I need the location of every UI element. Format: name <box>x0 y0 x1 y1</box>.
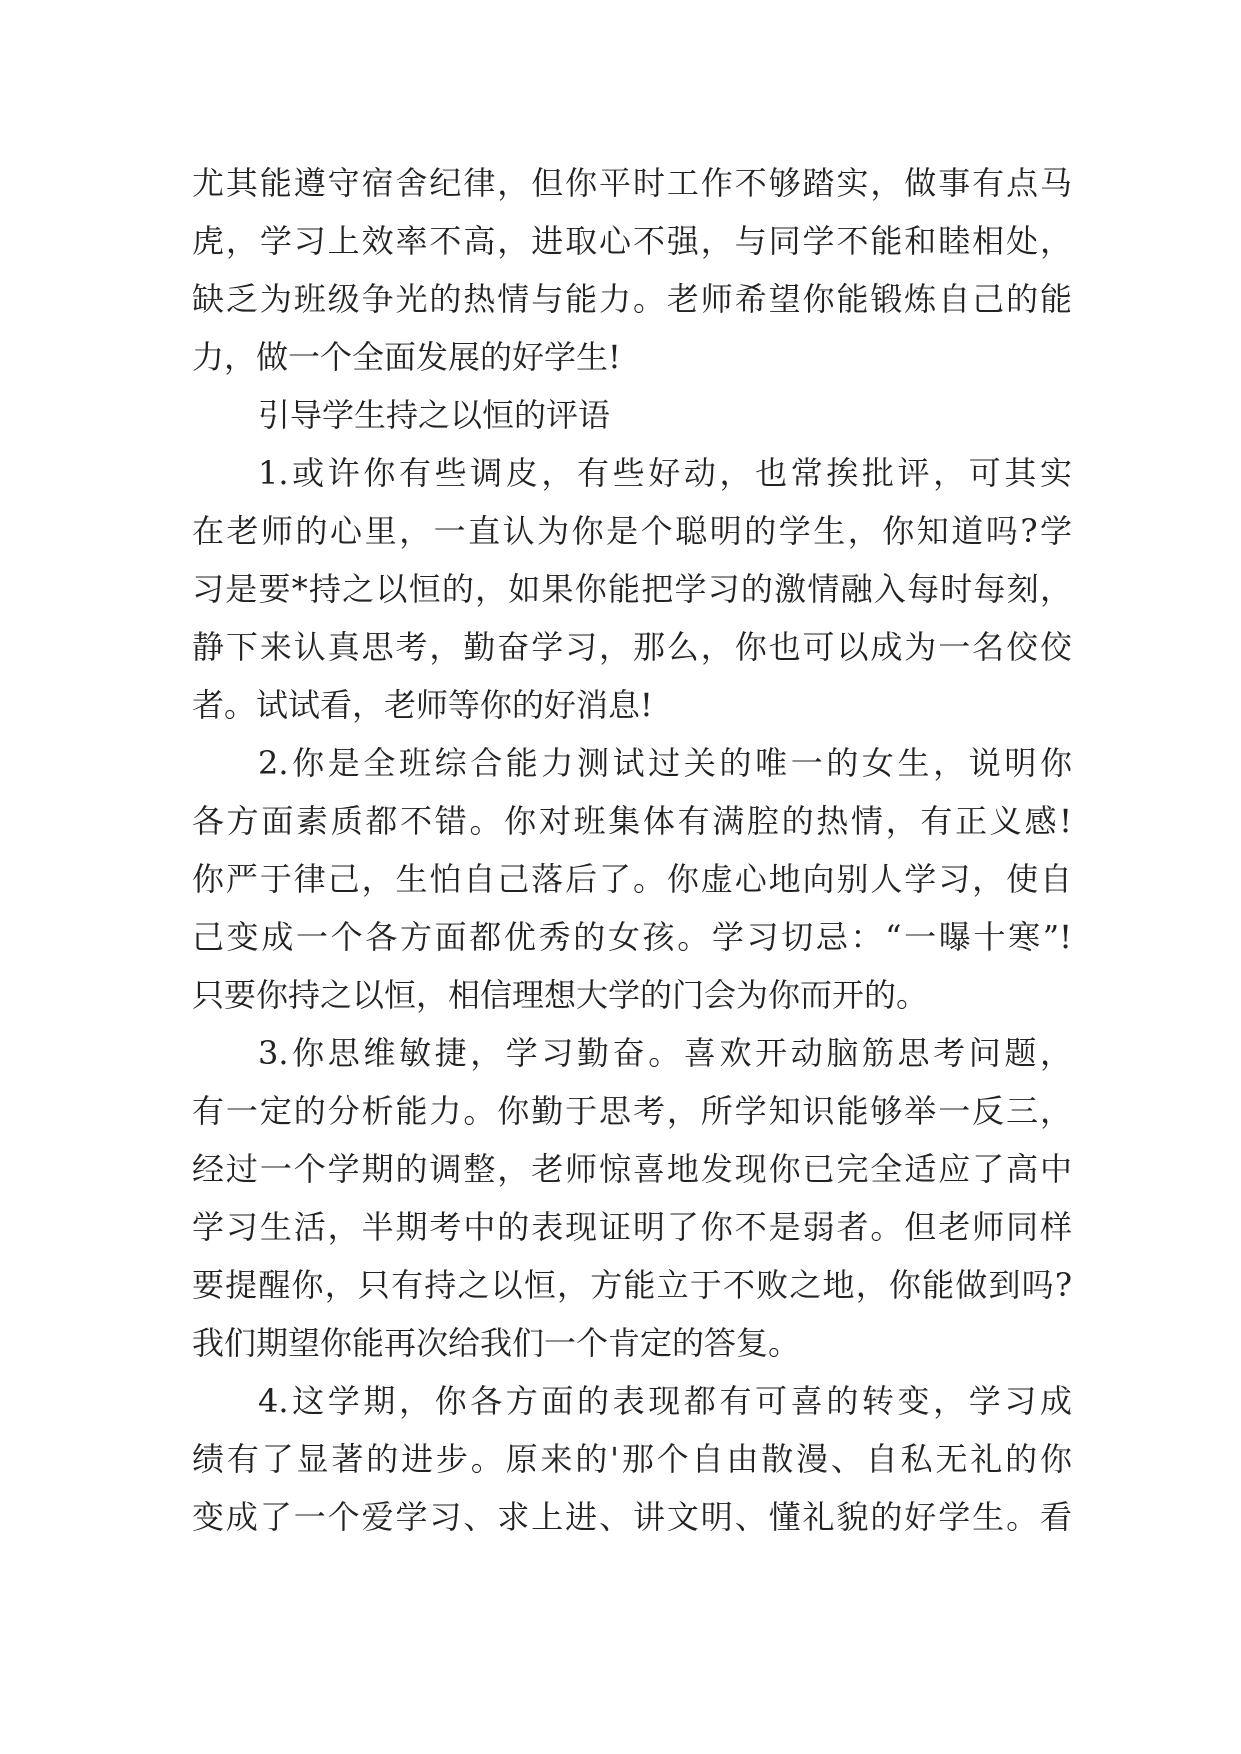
paragraph-line: 力，做一个全面发展的好学生! <box>192 338 621 376</box>
paragraph-line: 各方面素质都不错。你对班集体有满腔的热情，有正义感! <box>192 802 1072 840</box>
paragraph-line: 学习生活，半期考中的表现证明了你不是弱者。但老师同样 <box>192 1208 1072 1246</box>
paragraph-line: 只要你持之以恒，相信理想大学的门会为你而开的。 <box>192 976 929 1014</box>
paragraph-line: 4.这学期，你各方面的表现都有可喜的转变，学习成 <box>258 1382 1072 1420</box>
paragraph-line: 要提醒你，只有持之以恒，方能立于不败之地，你能做到吗? <box>192 1266 1072 1304</box>
paragraph-line: 有一定的分析能力。你勤于思考，所学知识能够举一反三， <box>192 1092 1072 1130</box>
paragraph-line: 1.或许你有些调皮，有些好动，也常挨批评，可其实 <box>258 454 1072 492</box>
paragraph-line: 我们期望你能再次给我们一个肯定的答复。 <box>192 1324 801 1362</box>
paragraph-line: 绩有了显著的进步。原来的'那个自由散漫、自私无礼的你 <box>192 1440 1072 1478</box>
paragraph-line: 己变成一个各方面都优秀的女孩。学习切忌：“一曝十寒”! <box>192 918 1072 956</box>
paragraph-line: 习是要*持之以恒的，如果你能把学习的激情融入每时每刻， <box>192 570 1072 608</box>
paragraph-line: 缺乏为班级争光的热情与能力。老师希望你能锻炼自己的能 <box>192 280 1072 318</box>
paragraph-line: 静下来认真思考，勤奋学习，那么，你也可以成为一名佼佼 <box>192 628 1072 666</box>
paragraph-line: 尤其能遵守宿舍纪律，但你平时工作不够踏实，做事有点马 <box>192 164 1072 202</box>
paragraph-line: 经过一个学期的调整，老师惊喜地发现你已完全适应了高中 <box>192 1150 1072 1188</box>
paragraph-line: 在老师的心里，一直认为你是个聪明的学生，你知道吗?学 <box>192 512 1072 550</box>
section-heading: 引导学生持之以恒的评语 <box>258 396 611 434</box>
paragraph-line: 2.你是全班综合能力测试过关的唯一的女生，说明你 <box>258 744 1072 782</box>
paragraph-line: 变成了一个爱学习、求上进、讲文明、懂礼貌的好学生。看 <box>192 1498 1072 1536</box>
paragraph-line: 者。试试看，老师等你的好消息! <box>192 686 653 724</box>
paragraph-line: 3.你思维敏捷，学习勤奋。喜欢开动脑筋思考问题， <box>258 1034 1072 1072</box>
paragraph-line: 你严于律己，生怕自己落后了。你虚心地向别人学习，使自 <box>192 860 1072 898</box>
paragraph-line: 虎，学习上效率不高，进取心不强，与同学不能和睦相处， <box>192 222 1072 260</box>
